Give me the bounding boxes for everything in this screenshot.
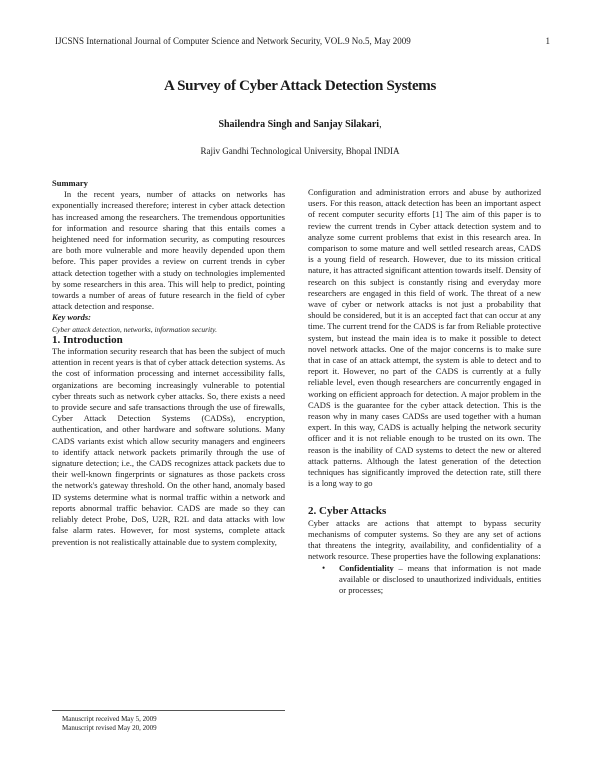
introduction-heading: 1. Introduction	[52, 333, 123, 346]
page-number: 1	[545, 36, 550, 46]
footnote-block	[52, 710, 285, 733]
footnote-revised: Manuscript revised May 20, 2009	[62, 724, 157, 732]
keywords-text: Cyber attack detection, networks, information security.	[52, 324, 217, 334]
keywords-label: Key words:	[52, 312, 91, 323]
summary-text: In the recent years, number of attacks on networks has exponentially increased therefore; interest in cyber attack detection has increased among the researchers. The tremendous opportunities for information and resource sharing that this entails comes a heightened need for information security, as computing resources are both more vulnerable and more heavily depended upon them before. This paper provides a review on current trends in cyber attack detection together with a study on technologies implemented by some researchers in this area. This will help to predict, pointing towards a number of areas of future research in the field of cyber attack detection and response.	[52, 189, 285, 312]
left-column	[52, 178, 285, 548]
cyber-attacks-text: Cyber attacks are actions that attempt to bypass security mechanisms of computer systems. So they are any set of actions that threatens the integrity, availability, and confidentiality of a network resource. These properties have the following explanations:	[308, 517, 541, 562]
authors: Shailendra Singh and Sanjay Silakari	[218, 119, 380, 130]
author-line	[0, 119, 600, 130]
paper-title: A Survey of Cyber Attack Detection Systems	[163, 78, 437, 94]
list-item	[308, 563, 541, 597]
footnote-received: Manuscript received May 5, 2009	[62, 715, 157, 723]
list-item-text: – means that information is not made available or disclosed to unauthorized individuals, entities or processes;	[339, 562, 541, 595]
introduction-text: The information security research that has been the subject of much attention in recent years is that of cyber attack detection systems. As the cost of information processing and internet accessibility falls, organizations are becoming increasingly vulnerable to potential cyber threats such as network cyber attacks. So, there exists a need to provide secure and safe transactions through the use of firewalls, Cyber Attack Detection Systems (CADSs), encryption, authentication, and other hardware and software solutions. Many CADS variants exist which allow security managers and engineers to identify attack network packets primarily through the use of signature detection; i.e., the CADS recognizes attack packets due to their well-known fingerprints or signatures as those packets cross the network's gateway threshold. On the other hand, anomaly based ID systems determine what is normal traffic within a network and reports abnormal traffic behavior. CADS are made so they can reliably detect Probe, DoS, U2R, R2L and data attacks with low false alarm rates. However, for most systems, complete attack prevention is not realistically attainable due to system complexity,	[52, 346, 285, 547]
authors-comma: ,	[379, 119, 382, 130]
cyber-attacks-heading: 2. Cyber Attacks	[308, 505, 387, 518]
summary-heading: Summary	[52, 178, 88, 188]
bullet-icon: •	[322, 562, 326, 573]
introduction-continued-text: Configuration and administration errors and abuse by authorized users. For this reason, attack detection has been an important aspect of recent computer security efforts [1] The aim of this paper is to review the current trends in Cyber attack detection system and to analyze some current problems that exist in this research area. In comparison to some mature and well settled research areas, CADS is a young field of research. However, due to its mission critical nature, it has attracted significant attention towards itself. Density of research on this subject is constantly rising and everyday more researchers are engaged in this field of work. The threat of a new wave of cyber or network attacks is not just a probability that should be considered, but it is an accepted fact that can occur at any time. The current trend for the CADS is far from Reliable protective system, but instead the main idea is to make it possible to detect novel network attacks. One of the major concerns is to make sure that in case of an attack attempt, the system is able to detect and to report it. However, no part of the CADS is currently at a fully reliable level, even though researchers are concurrently engaged in working on efficient approach for detection. A major problem in the CADS is the guarantee for the cyber attack detection. This is the reason why in many cases CADSs are used together with a human expert. In this way, CADS is actually helping the network security officer and it is not reliable enough to be trusted on its own. The reason is the inability of CAD systems to detect the new or altered attack patterns. Although the latest generation of the detection techniques has significantly improved the detection rate, still there is a long way to go	[308, 187, 541, 489]
journal-name: IJCSNS International Journal of Computer Science and Network Security, VOL.9 No.5, May 2009	[55, 36, 411, 46]
properties-list	[308, 563, 541, 597]
affiliation: Rajiv Gandhi Technological University, Bhopal INDIA	[200, 146, 400, 156]
running-header	[55, 36, 550, 47]
list-item-term: Confidentiality	[339, 562, 394, 573]
right-column	[308, 187, 541, 596]
